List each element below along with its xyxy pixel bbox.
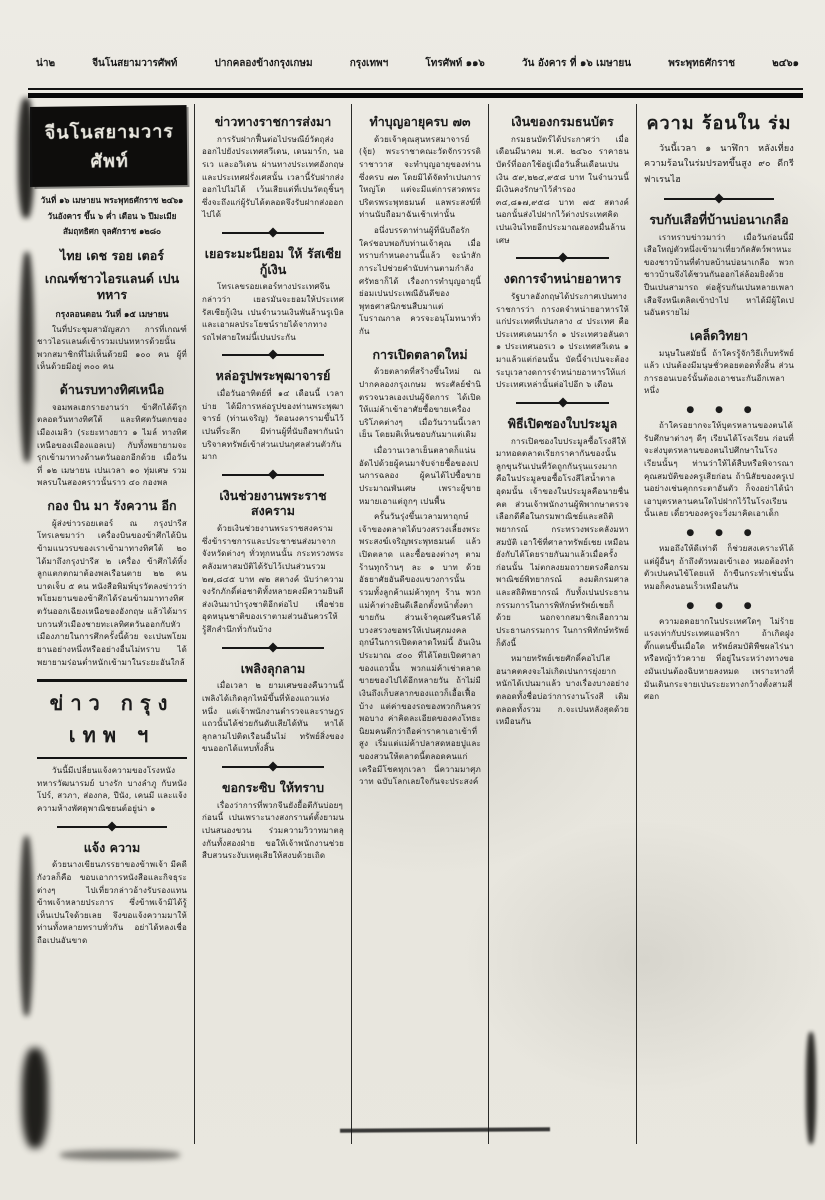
era-year: ๒๔๖๑ (772, 58, 799, 69)
section-divider (222, 469, 324, 480)
body-paragraph: กรมธนบัตร์ได้ประกาศว่า เมื่อเดือนมีนาคม พ.ศ. ๒๔๖๐ ราคาธนบัตร์ที่ออกใช้อยู่เมื่อวันสิ้นเดือนเปนเงิน ๕๙,๒๒๔,๙๕๘ บาท ในจำนวนนี้มีเงินคงรักษาไว้สำรอง ๓๔,๘๑๗,๙๕๘ บาท ๗๕ สตางค์ นอกนั้นส่งไปฝากไว้ต่างประเทศคิดเปนเงินไทยอีกประมาณสองหมื่นล้านเศษ (496, 134, 629, 245)
section-divider (222, 349, 324, 360)
section-headline: ข่าวทางราชการส่งมา (214, 114, 332, 129)
body-paragraph: อนึ่งบรรดาท่านผู้ที่นับถือรักใคร่ชอบพอกับท่านเจ้าคุณ เมื่อทราบกำหนดงานนี้แล้ว จะนำสักการะไปช่วยคำนับท่านตามกำลังศรัทธาก็ได้ เรื่องการทำบุญอายุนี้ย่อมเปนประเพณีอันดีของพุทธศาสนิกชนสืบมาแต่โบราณกาล ควรจะอนุโมทนาทั่วกัน (359, 226, 481, 336)
section-headline: การเปิดตลาดใหม่ (372, 346, 468, 362)
section-divider (222, 642, 324, 653)
paragraph-separator: ● ● ● (686, 528, 761, 539)
body-paragraph: ด้วยตลาดที่สร้างขึ้นใหม่ ณ ปากคลองกรุงเกษม พระศัลย์ชำนิตรวจนวลเองเปนผู้จัดการ ได้เปิดให้แม่ค้าเข้าอาศัยซื้อขายเครื่องบริโภคต่างๆ เมื่อวันวานนี้เวลาเย็น โดยมติเห็นชอบกันมาแต่เดิม (359, 367, 481, 440)
ink-stain (60, 1150, 180, 1160)
weather-headline: ความ ร้อนใน ร่ม (646, 113, 792, 134)
paper-name: จีนโนสยามวารศัพท์ (92, 58, 178, 69)
section-divider (516, 252, 609, 263)
body-paragraph: วันนี้มีเปลี่ยนแจ้งความของโรงหนังทหารวัฒนารมย์ บางรัก บางลำภู กับหนังโปร์, สวภา, ส่องกล, ปีนัง, เคนมี และแจ้งความห้างพัศดุพาณิชยนต์อยู่น่า ๑ (37, 766, 187, 814)
section-headline: เงินช่วยงานพระราชสงคราม (219, 487, 327, 519)
body-paragraph: ด้วยนางเขียนภรรยาของข้าพเจ้า มีคดีกังวลก็คือ ขอบเอาการหนังสือและกิจธุระต่างๆ ไปเที่ยวกล่าวอ้างรับรองแทนข้าพเจ้าหลายประการ ซึ่งข้าพเจ้ามิได้รู้เห็นเปนใจด้วยเลย จึงขอแจ้งความมาให้ท่านทั้งหลายทราบทั่วกัน อย่าได้หลงเชื่อถือเปนอันขาด (37, 860, 187, 946)
section-headline: หล่อรูปพระพุฒาจารย์ (215, 368, 331, 384)
body-paragraph: ในที่ประชุมสามัญสภา การที่เกณฑ์ชาวไอรแลนด์เข้ารวมเปนทหารด้วยนั้น พวกสมาชิกที่ไม่เห็นด้วยมี ๑๐๐ คน ผู้ที่เห็นด้วยมีอยู่ ๓๐๐ คน (37, 324, 187, 372)
body-paragraph: มนุษในสมัยนี้ ถ้าใครรู้จักวิธีเก็บทรัพย์แล้ว เปนต้องมีมนุษชั่วคอยตอดทั้งสิ้น ส่วนการธอนเบอร์นั้นต้องเอาชนะกันอีกเพลาหนึ่ง (644, 348, 794, 396)
section-headline: งดการจำหน่ายอาหาร (503, 271, 622, 287)
column-4 (489, 104, 637, 1144)
section-headline: เงินของกรมธนบัตร (511, 114, 614, 129)
body-paragraph: เมื่อวันอาทิตย์ที่ ๑๔ เดือนนี้ เวลาบ่าย ได้มีการหล่อรูปของท่านพระพุฒาจารย์ (ท่านเจริญ) วัดอนงคารามขึ้นไว้เปนที่ระลึก มีท่านผู้ที่นับถือพากันนำบริจาคทรัพย์เข้าส่วนเปนกุศลส่วนตัวกันมาก (202, 389, 344, 462)
body-paragraph: เรื่องว่าการที่พวกจีนยังยื้อตีกันบ่อยๆ ก่อนนี้ เปนเพราะนางสงกรานต์ตั้งยามนเปนสนองขวน ร่วมความวิวาทมาตลุงกันทั้งสองฝ่าย ขอให้เจ้าพนักงานช่วยสืบสวนระงับเหตุเสียให้สงบด้วยเถิด (202, 800, 344, 861)
city-label: กรุงเทพฯ (349, 58, 389, 69)
story-dateline: กรุงลอนดอน วันที่ ๑๕ เมษายน (55, 309, 169, 320)
issue-date: วัน อังคาร ที่ ๑๖ เมษายน (521, 58, 632, 69)
column-1 (30, 104, 195, 1144)
section-headline: ไทย เดช รอย เตอร์ (60, 247, 164, 263)
weather-report-text: วันนี้เวลา ๑ นาฬิกา หลังเที่ยง ความร้อนในร่มปรอทขึ้นสูง ๙๐ ดีกรี ฟาเรนไฮ (644, 144, 794, 185)
section-divider (516, 397, 609, 408)
section-divider (222, 761, 324, 772)
paragraph-separator: ● ● ● (686, 600, 761, 611)
section-divider (57, 821, 167, 832)
header-strip (36, 56, 799, 71)
paragraph-separator: ● ● ● (686, 405, 761, 416)
column-2 (195, 104, 352, 1144)
body-paragraph: เมื่อเวลา ๒ ยามเศษของคืนวานนี้ เพลิงได้เกิดลุกไหม้ขึ้นที่ห้องแถวแห่งหนึ่ง แต่เจ้าพนักงานตำรวจและราษฎรแถวนั้นได้ช่วยกันดับเสียได้ทัน หาได้ลุกลามไปติดเรือนอื่นไม่ ทรัพย์สิ่งของขนออกได้แทบทั้งสิ้น (202, 681, 344, 754)
dateline: วันอังคาร ขึ้น ๖ ค่ำ เดือน ๖ ปีมะเมีย (47, 210, 177, 221)
page-number: น่า๒ (36, 58, 56, 69)
masthead-title: จีนโนสยามวารศัพท์ (32, 105, 188, 187)
column-3 (352, 104, 489, 1144)
body-paragraph: การรับฝากฟื้นต่อไปรษณีย์วัตถุส่งออกไปยังประเทศสวีเดน, เดนมาร์ก, นอรเว และอวิเดน ผ่านทางประเทศอังกฤษและประเทศฝรั่งเศสนั้น เวลานี้รับฝากส่งออกไปไม่ได้ เว้นเสียแต่ที่เปนวัตถุชิ้นๆ ซึ่งจะถึงแก่ผู้รับได้ตลอดจึงรับฝากส่งออกไปได้ (202, 134, 344, 220)
section-headline: ขอกระซิบ ให้ทราบ (221, 780, 325, 795)
body-paragraph: ถ้าใครอยากจะให้บุตรหลานของตนได้รับศึกษาต่างๆ ดีๆ เรียนได้โรงเรียน ก่อนที่จะส่งบุตรหลานของตนไปศึกษาในโรงเรียนนั้นๆ ท่านว่าให้ได้สืบหรือพิจารณาคุณสมบัติของครูเสียก่อน ถ้านิสัยของครูเปนอย่างเช่นคุกกระตาอันตัว ก็จงอย่าได้นำเอาบุตรหลานคนใดไปฝากไว้ในโรงเรียนนั้นเลย เดี๋ยวของครูจะวิ่งมาคิดเอาเด็ก (644, 421, 794, 519)
section-headline: ทำบุญอายุครบ ๗๓ (369, 114, 471, 129)
section-headline: เพลิงลุกลาม (240, 660, 306, 676)
section-divider (222, 227, 324, 238)
masthead-rule (28, 88, 803, 100)
era-label: พระพุทธศักราช (668, 58, 735, 69)
section-headline: เคล็ดวิทยา (689, 327, 748, 343)
paper-address: ปากคลองข้างกรุงเกษม (214, 58, 313, 69)
body-paragraph: หมายทรัพย์เชยศักดิ์คอไปไสอนาคตคงจะไม่เกิดเปนการยุ่งยากหนักได้เปนมาแล้ว บางเรื่องบางอย่าง ตลอดทั้งชื่อบ่อว่าการงานโรงสี เดิมตลอดทั้งรวม ก.จะเปนหลังสุดด้วยเหมือนกัน (496, 654, 629, 727)
section-headline: เกณฑ์ชาวไอรแลนด์ เปน ทหาร (44, 271, 180, 302)
body-paragraph: การเปิดซองใบประมูลซื้อโรงสีให้มาทอดตลาดเรียกราคากันของนั้น ลูกขุนรันเปนที่วัดถูกกันรุนแรงมาก คือในประมูลขอซื้อโรงสีไสน้ำตาลอุดมนั้น เจ้าของในประมูลคือนายชื่นคต ส่วนเจ้าพนักงานผู้พิพากษาตรวจเลือกดีคือในกรมพาณิชย์และสถิติพยากรณ์ กระทรวงพระคลังมหาสมบัติ เอาใช้ที่ศาลาทรัพย์เชย เหมือนยังกับได้โดยรายกันมาแล้วเมื่อครั้งก่อนนั้น ไม่ตกลงยมถวายตรงคือกรมพาณิชย์พิทยากรณ์ ลงมติกรมศาลและสถิติพยากรณ์ กับทั้งเปนประธานกรรมการในการพิทักษ์ทรัพย์เชยก็ด้วย นอกจากสมาชิกเลือกวามประธานกรรมการ ในการพิทักษ์ทรัพย์ก็ดังนี้ (496, 436, 629, 648)
section-headline: เยอระมะนียอม ให้ รัสเซียกู้เงิน (204, 246, 342, 277)
dateline: สัมฤทธิศก จุลศักราช ๑๒๘๐ (62, 226, 162, 237)
body-paragraph: เราทราบข่าวมาว่า เมื่อวันก่อนนี้มีเสือใหญ่ตัวหนึ่งเข้ามาเที่ยวกัดสัตว์พาหนะของชาวบ้านที่ตำบลบ้านบ่อนาเกลือ พวกชาวบ้านจึงได้ชวนกันออกไล่ล้อมยิงด้วยปืนเปนสามารถ ต่อสู้รบกันเปนหลายเพลา เสือจึงหนีเตลิดเข้าป่าไป หาได้มีผู้ใดเปนอันตรายไม่ (644, 232, 794, 318)
body-paragraph: ผู้ส่งข่าวรอยเตอร์ ณ กรุงปารีส โทรเลขมาว่า เครื่องบินของข้าศึกได้บินข้ามแนวรบของเราเข้ามาทางทิศใต้ ๒๐ ได้มาถึงกรุงปารีส ๒ เครื่อง ข้าศึกได้ทิ้งลูกแตกตกมาต้องพลเรือนตาย ๒๒ คน บาดเจ็บ ๕ คน หนังสือพิมพ์บุรวัตลงข่าวว่า พโยมยานของข้าศึกได้ร่อนข้ามมาทางทิศตวันออกเฉียงเหนือของอังกฤษ แล้วได้มารบกวนหัวเมืองชายทะเลทิศตวันออกกับหัวเมืองภายในการศึกครั้งนี้ด้วย จะเปนพโยมยานอย่างหนึ่งหรืออย่างอื่นไม่ทราบ ได้พยายามร่อนต่ำหนักเข้ามาในระยะอันใกล้ (37, 518, 187, 667)
body-paragraph: ความอดอยากในประเทศใดๆ ไม่ร้ายแรงเท่ากับประเทศแอฟริกา ถ้าเกิดฝูงตั๊กแตนขึ้นเมื่อใด ทรัพย์สมบัติพืชผลไร่นาหรือหญ้าวัวควาย ที่อยู่ในระหว่างทางของมันเปนต้องฉิบหายลงหมด เพราะทางที่มันเดินกระจายเปนระยะทางกว้างตั้งสามสี่ศอก (644, 616, 794, 702)
body-paragraph: ครั้นวันรุ่งขึ้นเวลามหาฤกษ์ เจ้าของตลาดได้บวงสรวงเลี้ยงพระ พระสงฆ์เจริญพระพุทธมนต์ แล้วเปิดตลาด และซื้อของต่างๆ ตามร้านทุกร้านๆ ละ ๑ บาท ด้วยอัธยาศัยอันดีของแขวงการนั้น รวมทั้งลูกค้าแม่ค้าทุกๆ ร้าน พวกแม่ค้าต่างยินดีเลือกตั้งหน้าตั้งตาขายกัน ส่วนเจ้าคุณศรีนครได้บวงสรวงขอพรให้เปนศุภมงคลฤกษ์ในการเปิดตลาดใหม่นี้ อันเงินประมาณ ๔๐๐ ที่ได้โดยเปิดศาลาของแถวนั้น พวกแม่ค้าเช่าตลาดขายของไปได้อีกหลายวัน ถ้าไม่มีเงินถึงเก็บสลากของแถวก็เอื้อเฟื้อบ้าง แต่ค่าของรถของพวกกินควรพอบาง ค่าคิดละเอียดของคงโทธะนิยมคนดีกว่าถือค่าราคาเอาเข้าที่สูง เริ่มแต่แม่ค้าปลาสดหอยปูและของสวนให้ตลาดนี้ตลอดคนแก่เครือมีโชคทุกเวลา นี่ความมาศุภวาท ฉบับโลกเลยใจกันจะประสงค์ (359, 512, 481, 787)
body-paragraph: หมอถึงให้ดีเท่าดี ก็ช่วยสงเคราะห์ได้แต่ผู้อื่นๆ ถ้าถึงตัวหมอเข้าเอง หมอต้องทำตัวเปนคนไข้โดยแท้ ถ้าขืนกระทำเช่นนั้น หมอก็คงนอนเร็วเหมือนกัน (644, 544, 794, 591)
body-paragraph: ด้วยเจ้าคุณสุนทรสมาจารย์ (จุ้ย) พระราชาคณะวัดจักรวรรดิราชาวาส จะทำบุญอายุของท่านซึ่งครบ ๗๓ โดยมิได้จัดทำเปนการใหญ่โต แต่จะมีแต่การสวดพระปริตรพระพุทธมนต์ แลพระสงฆ์ที่ท่านนับถือมาฉันเช้าเท่านั้น (359, 134, 481, 220)
masthead-datelines (37, 193, 187, 240)
body-paragraph: รัฐบาลอังกฤษได้ประกาศเปนทางราชการว่า การงดจำหน่ายอาหารให้แก่ประเทศที่เปนกลาง ๔ ประเทศ คือประเทศเดนมาร์ก ๑ ประเทศวอลันดา ๑ ประเทศนอรเว ๑ ประเทศสวีเดน ๑ มาแล้วแต่ก่อนนั้น บัดนี้จำเปนจะต้องระบุเวลางดการจำหน่ายอาหารให้แก่ประเทศเหล่านั้นต่อไปอีก ๖ เดือน (496, 291, 629, 390)
column-grid (30, 104, 801, 1144)
body-paragraph: ด้วยเงินช่วยงานพระราชสงคราม ซึ่งข้าราชการและประชาชนส่งมาจากจังหวัดต่างๆ ทั่วทุกหนนั้น กระทรวงพระคลังมหาสมบัติได้รับไว้เปนส่วนรวม ๒๗,๘๔๕ บาท ๗๒ สตางค์ นับว่าความจงรักภักดิ์ต่อชาติทั้งหลายคงมีความยินดีส่งเงินมาบำรุงชาติอีกต่อไป เพื่อช่วยอุดหนุนชาติของเราตามส่วนอันควรให้รู้สึกสำนึกทั่วกันบ้าง (202, 524, 344, 634)
section-headline: แจ้ง ความ (83, 839, 141, 855)
ink-stain (806, 1032, 816, 1144)
section-divider (664, 193, 774, 204)
column-5 (637, 104, 801, 1144)
section-headline: ด้านรบทางทิศเหนือ (59, 382, 165, 398)
section-headline: พิธีเปิดซองใบประมูล (507, 415, 618, 431)
telephone-label: โทรศัพท์ ๑๑๖ (425, 58, 485, 69)
body-paragraph: โทรเลขรอยเตอร์ทางประเทศจีนกล่าวว่า เยอรมันจะยอมให้ประเทศรัสเซียกู้เงิน เปนจำนวนเงินพันล้านรูเบิล และเอาผลประโยชน์รายได้จากทางรถไฟสายใหม่นี้เปนประกัน (202, 282, 344, 342)
section-headline: กอง บิน มา รังควาน อีก (47, 498, 177, 514)
section-headline: รบกับเสือที่บ้านบ่อนาเกลือ (649, 211, 789, 227)
dateline: วันที่ ๑๖ เมษายน พระพุทธศักราช ๒๔๖๑ (40, 195, 184, 205)
body-paragraph: จอมพลเฮกรายงานว่า ข้าศึกได้ตีรุกตลอดวันทางทิศใต้ และทิศตวันตกของเมืองเมลิว (ระยะทางยาว ๑ ไมล์ ทางทิศเหนือของเมืองแอลเบ) กับทั้งพยายามจะรุกเข้ามาทางด้านตวันออกอีกด้วย เมื่อวันที่ ๑๒ เมษายน เปนเวลา ๑๐ ทุ่มเศษ รวมพลรบในสองคราวนั้นราว ๔๐ กองพล (37, 402, 187, 488)
body-paragraph: เมื่อวานเวลาเย็นตลาดก็แน่นอัดไปด้วยผู้คนมาจับจ่ายซื้อของเปนการฉลอง ผู้คนได้ไปซื้อขายประมาณพันเศษ เพราะผู้ขายหมายเอาแต่ถูกๆ เปนพื้น (359, 446, 481, 506)
bangkok-news-banner: ข่าว กรุง เทพ ฯ (37, 679, 187, 759)
